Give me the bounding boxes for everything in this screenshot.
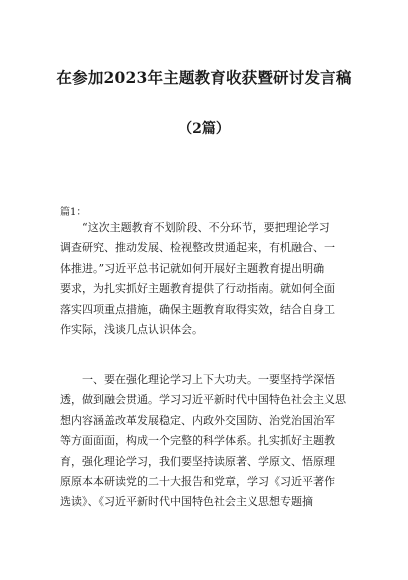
text-line: 选读》、《习近平新时代中国特色社会主义思想专题摘 <box>60 495 313 509</box>
section-label: 篇1： <box>60 207 87 218</box>
text-line: 作实际，浅谈几点认识体会。 <box>60 323 203 337</box>
paragraph-section-one <box>60 370 352 513</box>
text-line: 落实四项重点措施，确保主题教育取得实效，结合自身工 <box>60 302 335 316</box>
text-line: 育，强化理论学习，我们要坚持读原著、学原文、悟原理 <box>60 454 335 468</box>
text-line: 等方面面面，构成一个完整的科学体系。扎实抓好主题教 <box>60 434 335 448</box>
paragraph-intro <box>60 218 352 340</box>
text-line: 原原本本研读党的二十大报告和党章，学习《习近平著作 <box>60 475 335 489</box>
document-subtitle: （2篇） <box>178 121 230 137</box>
text-line: “这次主题教育不划阶段、不分环节，要把理论学习 <box>60 221 330 234</box>
text-line: 透，做到融会贯通。学习习近平新时代中国特色社会主义思 <box>60 393 346 407</box>
text-line: 调查研究、推动发展、检视整改贯通起来，有机融合、一 <box>60 241 335 255</box>
text-line: 要求，为扎实抓好主题教育提供了行动指南。就如何全面 <box>60 282 335 296</box>
text-line: 一、要在强化理论学习上下大功夫。一要坚持学深悟 <box>60 373 335 386</box>
text-line: 体推进。”习近平总书记就如何开展好主题教育提出明确 <box>60 261 325 275</box>
text-line: 想内容涵盖改革发展稳定、内政外交国防、治党治国治军 <box>60 413 335 427</box>
document-title: 在参加2023年主题教育收获暨研讨发言稿 <box>56 68 352 87</box>
